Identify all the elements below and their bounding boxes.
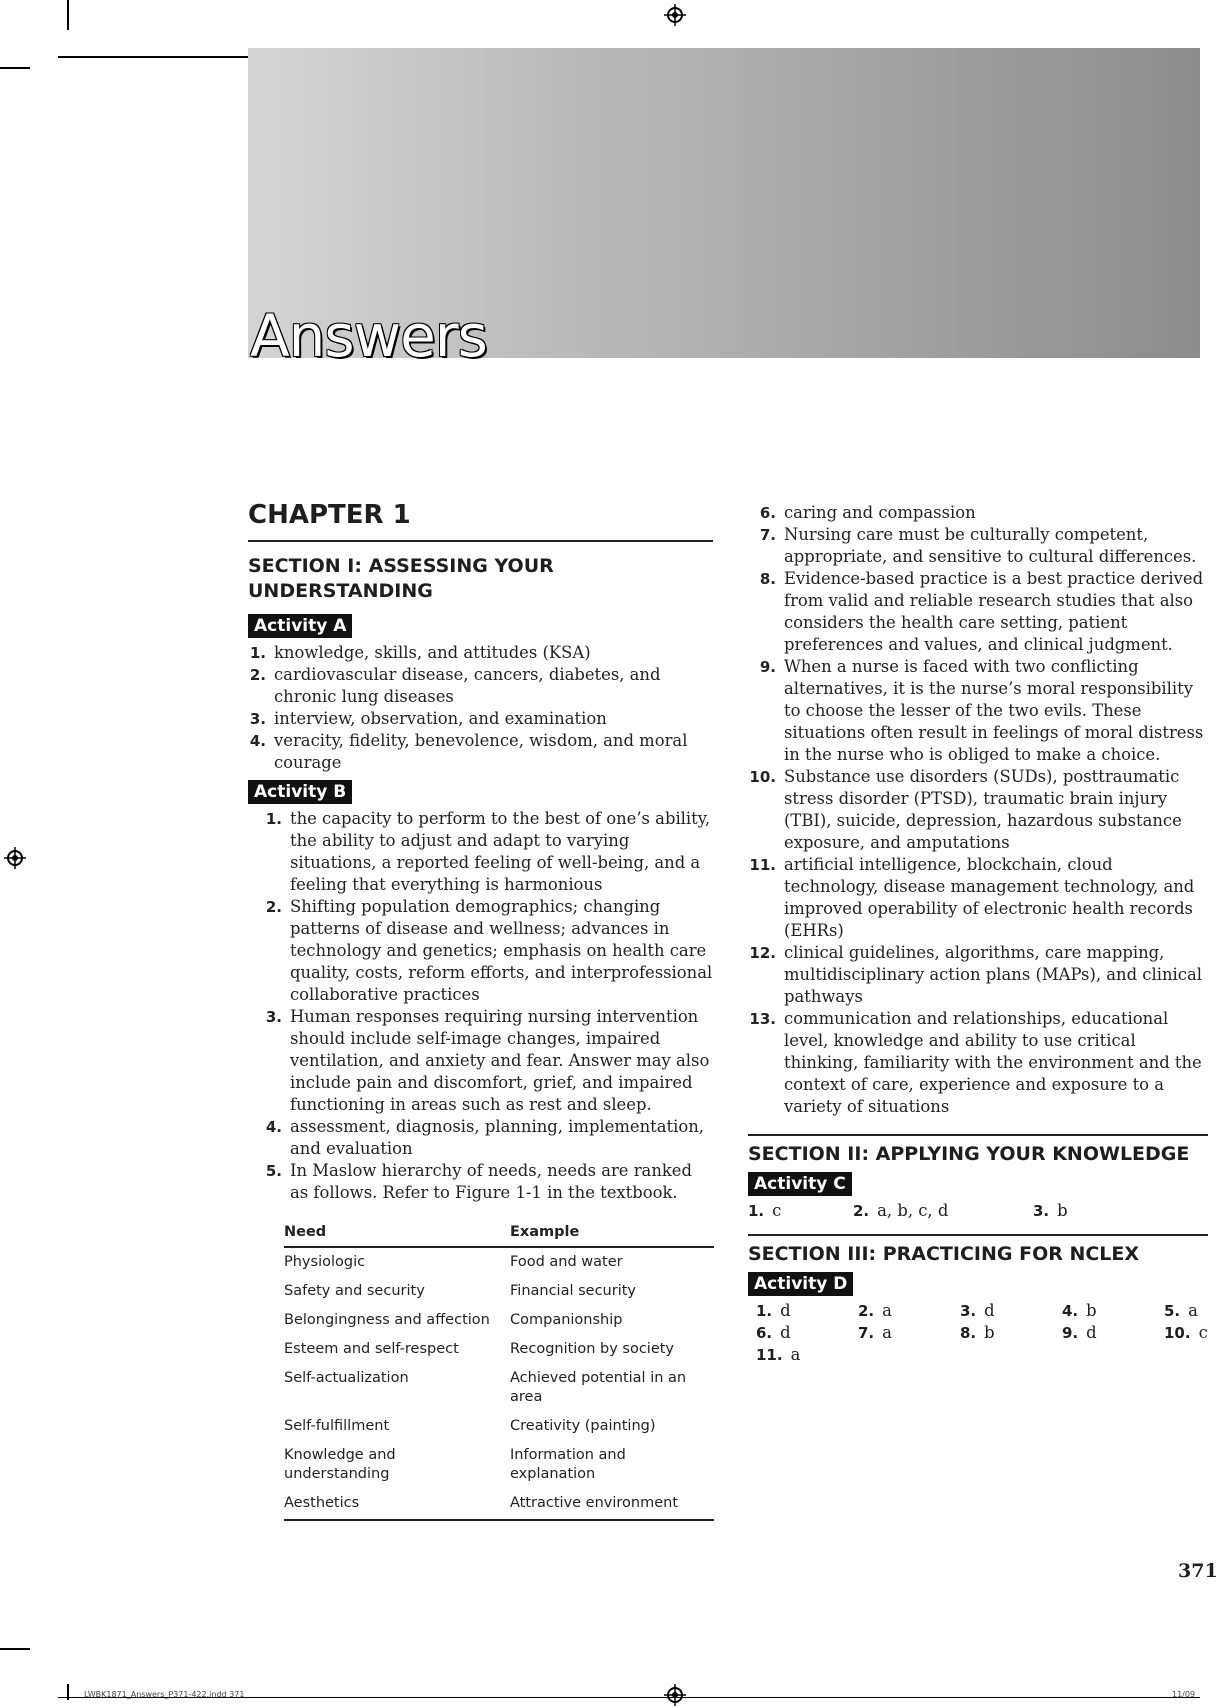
list-item (254, 896, 713, 1006)
item-number: 5. (265, 1162, 282, 1180)
item-number: 12. (749, 944, 776, 962)
crop-mark (0, 1648, 30, 1650)
answer-number: 7. (858, 1324, 875, 1342)
item-text: clinical guidelines, algorithms, care mapping, multidisciplinary action plans (MAPs), and clinical pathways (784, 943, 1202, 1006)
right-column (748, 502, 1208, 1366)
example-cell: Recognition by society (510, 1341, 675, 1357)
item-number: 7. (759, 526, 776, 544)
answer-value: d (1086, 1323, 1097, 1342)
list-item (748, 942, 1208, 1008)
activity-a-answer-list (248, 642, 713, 774)
list-item (748, 854, 1208, 942)
item-text: communication and relationships, educational level, knowledge and ability to use critical thinking, familiarity with the environment and the context of care, experience and exposure to a variety of situations (784, 1009, 1202, 1116)
table-row (284, 1412, 714, 1441)
list-item (254, 808, 713, 896)
activity-b-answer-list (248, 808, 713, 1204)
answer-item (756, 1300, 858, 1322)
print-slug-date: 11/09 (1172, 1690, 1196, 1699)
crop-mark (67, 0, 69, 30)
table-row (284, 1441, 714, 1489)
item-text: assessment, diagnosis, planning, implementation, and evaluation (290, 1117, 704, 1158)
item-number: 1. (249, 644, 266, 662)
answer-value: a (882, 1301, 892, 1320)
list-item (748, 1008, 1208, 1118)
crop-mark (0, 67, 30, 69)
answer-item (1062, 1300, 1164, 1322)
example-cell: Attractive environment (510, 1489, 714, 1520)
example-cell: Creativity (painting) (510, 1418, 656, 1434)
item-number: 3. (265, 1008, 282, 1026)
answer-value: d (780, 1323, 791, 1342)
section-heading: SECTION I: ASSESSING YOUR UNDERSTANDING (248, 555, 554, 602)
activity-label: Activity D (748, 1272, 853, 1296)
item-text: the capacity to perform to the best of one’s ability, the ability to adjust and adapt to varying situations, a reported feeling of well-being, and a feeling that everything is harmonious (290, 809, 711, 894)
item-number: 10. (749, 768, 776, 786)
item-number: 4. (249, 732, 266, 750)
table-header-cell: Example (510, 1218, 714, 1247)
table-row (284, 1277, 714, 1306)
activity-b-continued-list (748, 502, 1208, 1118)
table-row (284, 1489, 714, 1520)
answer-value: d (984, 1301, 995, 1320)
answer-value: b (984, 1323, 995, 1342)
answer-value: a, b, c, d (877, 1201, 949, 1220)
answer-item (853, 1200, 1033, 1222)
activity-label: Activity C (748, 1172, 852, 1196)
table-row (284, 1364, 714, 1412)
page-number: 371 (1178, 1560, 1218, 1582)
item-number: 2. (265, 898, 282, 916)
section-divider (748, 1134, 1208, 1136)
maslow-needs-table (284, 1218, 714, 1521)
answer-value: a (1188, 1301, 1198, 1320)
answer-number: 1. (748, 1202, 765, 1220)
answer-number: 3. (1033, 1202, 1050, 1220)
table-row (284, 1247, 714, 1277)
need-cell: Self-actualization (284, 1370, 409, 1386)
item-text: Human responses requiring nursing intervention should include self-image changes, impaired ventilation, and anxiety and fear. Answer may also include pain and discomfort, grief, and impaired functioning in areas such as rest and sleep. (290, 1007, 710, 1114)
list-item (748, 568, 1208, 656)
answer-number: 6. (756, 1324, 773, 1342)
list-item (254, 1116, 713, 1160)
example-cell: Financial security (510, 1283, 636, 1299)
table-row (284, 1306, 714, 1335)
answer-number: 5. (1164, 1302, 1181, 1320)
answer-number: 8. (960, 1324, 977, 1342)
item-text: Substance use disorders (SUDs), posttraumatic stress disorder (PTSD), traumatic brain injury (TBI), suicide, depression, hazardous substance exposure, and amputations (784, 767, 1182, 852)
answer-number: 3. (960, 1302, 977, 1320)
answer-value: c (772, 1201, 782, 1220)
table-header-row (284, 1218, 714, 1247)
table-header-cell: Need (284, 1218, 510, 1247)
answer-item (858, 1322, 960, 1344)
item-number: 13. (749, 1010, 776, 1028)
answer-item (1164, 1322, 1224, 1344)
example-cell: Information and explanation (510, 1447, 626, 1482)
need-cell: Self-fulfillment (284, 1418, 390, 1434)
item-number: 2. (249, 666, 266, 684)
item-number: 6. (759, 504, 776, 522)
section-heading: SECTION III: PRACTICING FOR NCLEX (748, 1243, 1140, 1265)
answer-item (1033, 1200, 1133, 1222)
list-item (248, 708, 713, 730)
answer-number: 2. (853, 1202, 870, 1220)
list-item (748, 502, 1208, 524)
list-item (248, 664, 713, 708)
answer-value: b (1086, 1301, 1097, 1320)
need-cell: Aesthetics (284, 1489, 510, 1520)
registration-mark-icon (664, 4, 686, 26)
chapter-heading: CHAPTER 1 (248, 500, 713, 542)
example-cell: Achieved potential in an area (510, 1370, 687, 1405)
activity-c-answer-grid (748, 1200, 1208, 1222)
banner-title: Answers (250, 302, 487, 370)
answer-value: c (1198, 1323, 1208, 1342)
answer-item (1062, 1322, 1164, 1344)
item-text: Shifting population demographics; changing patterns of disease and wellness; advances in technology and genetics; emphasis on health care quality, costs, reform efforts, and interprofessional collaborative practices (290, 897, 713, 1004)
list-item (748, 524, 1208, 568)
list-item (248, 730, 713, 774)
answer-item (858, 1300, 960, 1322)
answer-number: 9. (1062, 1324, 1079, 1342)
need-cell: Belongingness and affection (284, 1312, 490, 1328)
print-slug: LWBK1871_Answers_P371-422.indd 371 (84, 1690, 245, 1699)
need-cell: Esteem and self-respect (284, 1341, 459, 1357)
answer-number: 1. (756, 1302, 773, 1320)
item-number: 3. (249, 710, 266, 728)
item-number: 4. (265, 1118, 282, 1136)
list-item (248, 642, 713, 664)
need-cell: Knowledge and understanding (284, 1447, 396, 1482)
registration-mark-icon (4, 847, 26, 869)
answer-item (748, 1200, 853, 1222)
need-cell: Physiologic (284, 1254, 366, 1270)
activity-label: Activity B (248, 780, 352, 804)
item-text: Evidence-based practice is a best practice derived from valid and reliable research studies that also considers the health care setting, patient preferences and values, and clinical judgment. (784, 569, 1204, 654)
left-column (248, 500, 713, 1521)
activity-label: Activity A (248, 614, 352, 638)
item-text: In Maslow hierarchy of needs, needs are ranked as follows. Refer to Figure 1-1 in the textbook. (290, 1161, 693, 1202)
section-divider (748, 1234, 1208, 1236)
answer-item (756, 1322, 858, 1344)
answer-value: d (780, 1301, 791, 1320)
list-item (748, 766, 1208, 854)
item-number: 9. (759, 658, 776, 676)
item-text: knowledge, skills, and attitudes (KSA) (274, 643, 591, 662)
example-cell: Companionship (510, 1312, 623, 1328)
table-row (284, 1335, 714, 1364)
item-text: Nursing care must be culturally competent, appropriate, and sensitive to cultural differences. (784, 525, 1197, 566)
answer-number: 2. (858, 1302, 875, 1320)
item-text: veracity, fidelity, benevolence, wisdom, and moral courage (274, 731, 688, 772)
answer-number: 4. (1062, 1302, 1079, 1320)
answer-item (756, 1344, 858, 1366)
activity-d-answer-grid (748, 1300, 1208, 1366)
item-text: interview, observation, and examination (274, 709, 607, 728)
list-item (254, 1006, 713, 1116)
need-cell: Safety and security (284, 1283, 425, 1299)
example-cell: Food and water (510, 1254, 623, 1270)
answer-number: 11. (756, 1346, 783, 1364)
answer-item (960, 1300, 1062, 1322)
item-text: caring and compassion (784, 503, 976, 522)
answer-number: 10. (1164, 1324, 1191, 1342)
list-item (254, 1160, 713, 1204)
item-number: 1. (265, 810, 282, 828)
answer-value: a (790, 1345, 801, 1364)
answer-item (1164, 1300, 1224, 1322)
item-text: cardiovascular disease, cancers, diabetes, and chronic lung diseases (274, 665, 661, 706)
crop-mark (58, 56, 248, 58)
item-number: 11. (749, 856, 776, 874)
item-text: artificial intelligence, blockchain, cloud technology, disease management technology, and improved operability of electronic health records (EHRs) (784, 855, 1195, 940)
item-text: When a nurse is faced with two conflicting alternatives, it is the nurse’s moral responsibility to choose the lesser of the two evils. These situations often result in feelings of moral distress in the nurse who is obliged to make a choice. (784, 657, 1204, 764)
section-heading: SECTION II: APPLYING YOUR KNOWLEDGE (748, 1143, 1190, 1165)
answer-item (960, 1322, 1062, 1344)
answer-value: a (882, 1323, 892, 1342)
item-number: 8. (759, 570, 776, 588)
answer-value: b (1057, 1201, 1068, 1220)
registration-mark-icon (664, 1684, 686, 1706)
list-item (748, 656, 1208, 766)
